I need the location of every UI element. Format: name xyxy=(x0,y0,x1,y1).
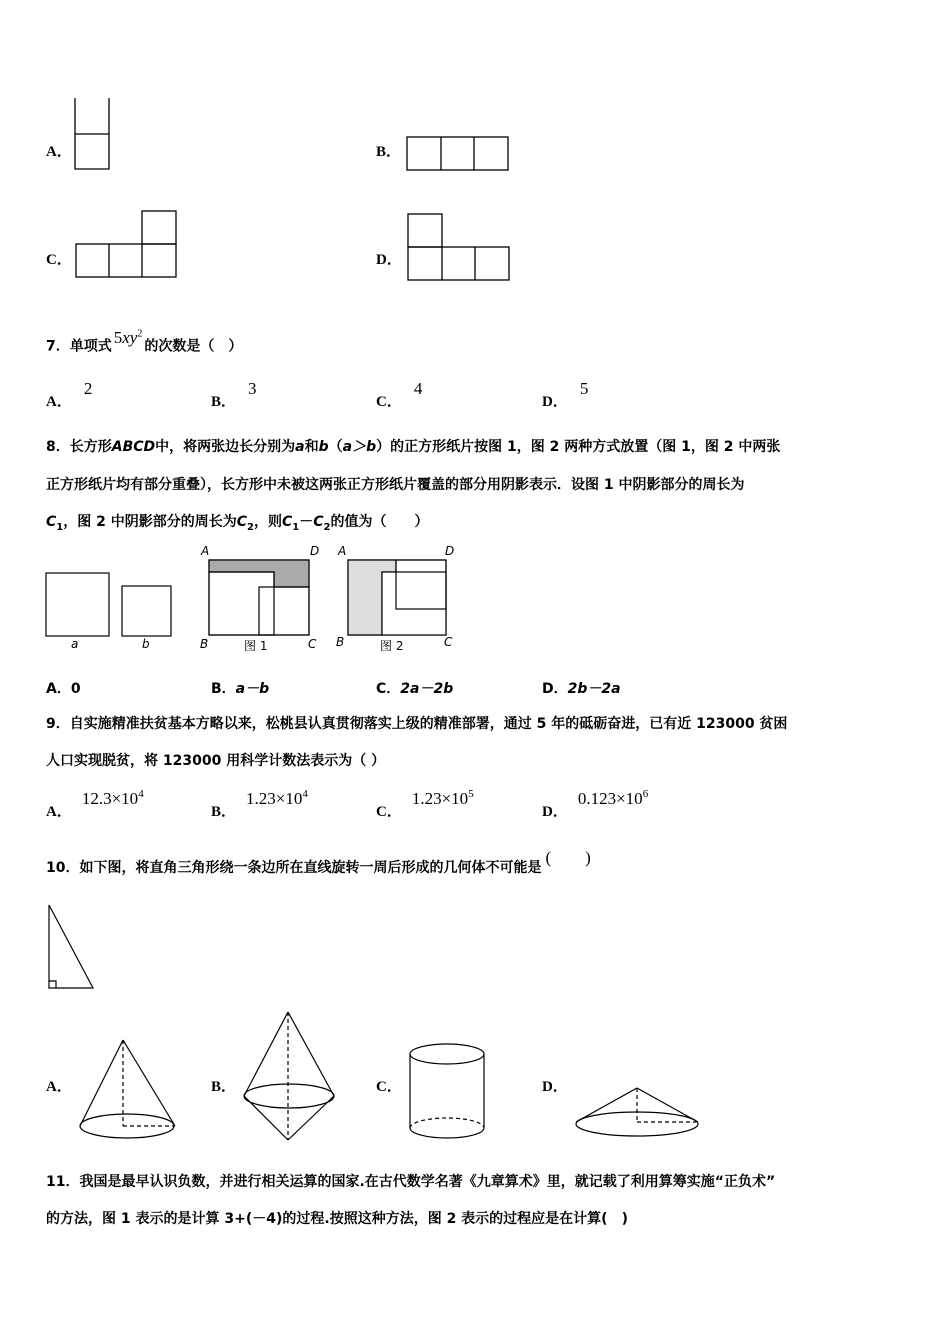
q8-minus: － xyxy=(299,514,314,530)
q10-option-d-label[interactable]: D． xyxy=(542,1079,568,1095)
q11-text: 我国是最早认识负数，并进行相关运算的国家.在古代数学名著《九章算术》里，就记载了利用算筹实施“正负术” xyxy=(79,1174,776,1190)
q8-text: 的值为（ ） xyxy=(330,514,429,530)
q8-fig1-label-B: B xyxy=(200,637,209,651)
q8-c1: C xyxy=(46,514,57,530)
q7-option-a[interactable] xyxy=(46,378,93,410)
q9-option-a-base: 12.3×10 xyxy=(81,789,139,808)
q8-square-a xyxy=(46,573,109,636)
q8-text: 长方形 xyxy=(69,439,112,455)
q8-c1-sub: 1 xyxy=(292,521,300,533)
q8-line-1 xyxy=(46,437,780,457)
q8-option-d[interactable] xyxy=(542,679,621,699)
q8-option-c-label: C． xyxy=(376,681,401,697)
q8-fig2-label-B: B xyxy=(336,635,345,649)
q8-text: ，则 xyxy=(254,514,282,530)
q10-option-b-double-cone xyxy=(242,1010,338,1144)
q8-text: ）的正方形纸片按图 1，图 2 两种方式放置（图 1，图 2 中两张 xyxy=(376,439,781,455)
q8-fig1-caption: 图 1 xyxy=(244,639,268,653)
q9-option-b-label: B． xyxy=(211,804,237,820)
q7-monomial-vars: xy xyxy=(122,327,138,347)
q8-option-b[interactable] xyxy=(211,679,269,699)
q8-option-b-label: B． xyxy=(211,681,236,697)
q9-option-b-exp: 4 xyxy=(302,788,308,800)
q9-option-c-label: C． xyxy=(376,804,402,820)
q11-number: 11． xyxy=(46,1174,80,1190)
q7-option-d[interactable] xyxy=(542,378,589,410)
q8-option-a-label: A． xyxy=(46,681,71,697)
q8-text: 中，将两张边长分别为 xyxy=(155,439,296,455)
q9-option-b[interactable] xyxy=(211,788,308,820)
q9-option-a-label: A． xyxy=(46,804,72,820)
q6-option-d-figure xyxy=(407,212,511,282)
q7-text-before: 单项式 xyxy=(69,338,112,355)
q8-square-b xyxy=(122,586,171,636)
q9-option-d[interactable] xyxy=(542,788,649,820)
q7-option-d-value: 5 xyxy=(579,379,589,398)
q8-var-b: b xyxy=(318,439,329,455)
q8-option-c-value: 2a－2b xyxy=(400,681,454,697)
q8-option-d-label: D． xyxy=(542,681,568,697)
q8-option-b-value: a－b xyxy=(235,681,270,697)
q7-monomial-exp: 2 xyxy=(137,328,143,339)
q8-var-a: a xyxy=(295,439,305,455)
q8-c2-sub: 2 xyxy=(323,521,331,533)
q9-option-a[interactable] xyxy=(46,788,144,820)
q7-option-d-label: D． xyxy=(542,394,568,410)
q8-text: 和 xyxy=(304,439,319,455)
q11-line-2: 的方法，图 1 表示的是计算 3+(－4)的过程.按照这种方法，图 2 表示的过程应是在计算( ) xyxy=(46,1211,628,1227)
q8-text: ，图 2 中阴影部分的周长为 xyxy=(63,514,237,530)
q6-option-b-label[interactable]: B． xyxy=(376,144,402,160)
q8-line-2: 正方形纸片均有部分重叠），长方形中未被这两张正方形纸片覆盖的部分用阴影表示．设图 1 中阴影部分的周长为 xyxy=(46,477,745,493)
q7-option-c-value: 4 xyxy=(413,379,423,398)
q6-option-a-label[interactable]: A． xyxy=(46,144,72,160)
q10-text: 如下图，将直角三角形绕一条边所在直线旋转一周后形成的几何体不可能是 xyxy=(79,860,542,876)
q8-fig2-label-D: D xyxy=(445,544,455,558)
q8-fig1-label-C: C xyxy=(308,637,317,651)
q6-option-a-figure xyxy=(74,98,110,172)
q10-number: 10． xyxy=(46,860,80,876)
q9-option-d-label: D． xyxy=(542,804,568,820)
q7-number: 7． xyxy=(46,338,70,355)
q8-fig2-caption: 图 2 xyxy=(380,639,404,653)
q8-figures xyxy=(40,540,460,655)
q9-number: 9． xyxy=(46,716,70,732)
q7-option-b-value: 3 xyxy=(248,379,257,398)
q7-option-a-value: 2 xyxy=(83,379,93,398)
q9-line-1 xyxy=(46,714,787,734)
q8-label-b: b xyxy=(142,637,150,651)
q7-option-a-label: A． xyxy=(46,394,72,410)
q10-option-a-label[interactable]: A． xyxy=(46,1079,72,1095)
q10-stem xyxy=(46,848,591,878)
q8-fig2-label-C: C xyxy=(444,635,453,649)
q11-line-1 xyxy=(46,1172,775,1192)
q10-option-d-flat-cone xyxy=(574,1086,702,1142)
q10-option-c-label[interactable]: C． xyxy=(376,1079,402,1095)
q9-line-2: 人口实现脱贫，将 123000 用科学计数法表示为（ ） xyxy=(46,753,386,769)
q8-c2: C xyxy=(236,514,248,530)
q7-monomial-coef: 5 xyxy=(113,327,123,347)
q10-option-b-label[interactable]: B． xyxy=(211,1079,237,1095)
q8-text: （ xyxy=(328,439,343,455)
q8-label-a: a xyxy=(71,637,79,651)
q9-option-a-exp: 4 xyxy=(138,788,144,800)
q8-number: 8． xyxy=(46,439,70,455)
q9-text: 自实施精准扶贫基本方略以来，松桃县认真贯彻落实上级的精准部署，通过 5 年的砥砺奋进，已有近 123000 贫困 xyxy=(69,716,788,732)
q8-fig1-label-D: D xyxy=(310,544,320,558)
q7-text-after: 的次数是（ ） xyxy=(144,338,243,355)
q10-right-triangle xyxy=(46,904,98,992)
q7-option-c-label: C． xyxy=(376,394,402,410)
q8-option-a[interactable] xyxy=(46,679,81,699)
q7-option-b[interactable] xyxy=(211,378,257,410)
q8-comparison: a＞b xyxy=(342,439,377,455)
q9-option-b-base: 1.23×10 xyxy=(246,789,303,808)
q10-paren: ( ) xyxy=(545,848,591,867)
q6-option-c-figure xyxy=(75,210,179,280)
q7-option-b-label: B． xyxy=(211,394,237,410)
q9-option-c-base: 1.23×10 xyxy=(411,789,469,808)
q8-option-a-value: 0 xyxy=(70,681,81,697)
q9-option-c-exp: 5 xyxy=(468,788,474,800)
q9-option-d-exp: 6 xyxy=(642,788,649,800)
q8-c2-sub: 2 xyxy=(247,521,254,533)
q6-option-d-label[interactable]: D． xyxy=(376,252,402,268)
q8-option-d-value: 2b－2a xyxy=(567,681,621,697)
q8-option-c[interactable] xyxy=(376,679,453,699)
q8-fig2-label-A: A xyxy=(338,544,347,558)
q9-option-d-base: 0.123×10 xyxy=(577,789,643,808)
q10-option-c-cylinder xyxy=(408,1042,488,1144)
q8-fig1-label-A: A xyxy=(201,544,210,558)
q8-line-3 xyxy=(46,512,429,538)
q10-option-a-cone xyxy=(78,1038,180,1142)
q7-stem xyxy=(46,327,243,357)
q8-c1-sub: 1 xyxy=(56,521,64,533)
q6-option-c-label[interactable]: C． xyxy=(46,252,72,268)
q8-fig1-shade xyxy=(209,560,309,587)
q8-c2: C xyxy=(313,514,324,530)
q8-abcd: ABCD xyxy=(111,439,156,455)
q9-option-c[interactable] xyxy=(376,788,474,820)
q7-monomial xyxy=(114,328,143,347)
q6-option-b-figure xyxy=(406,136,510,172)
q7-option-c[interactable] xyxy=(376,378,423,410)
q8-c1: C xyxy=(282,514,293,530)
